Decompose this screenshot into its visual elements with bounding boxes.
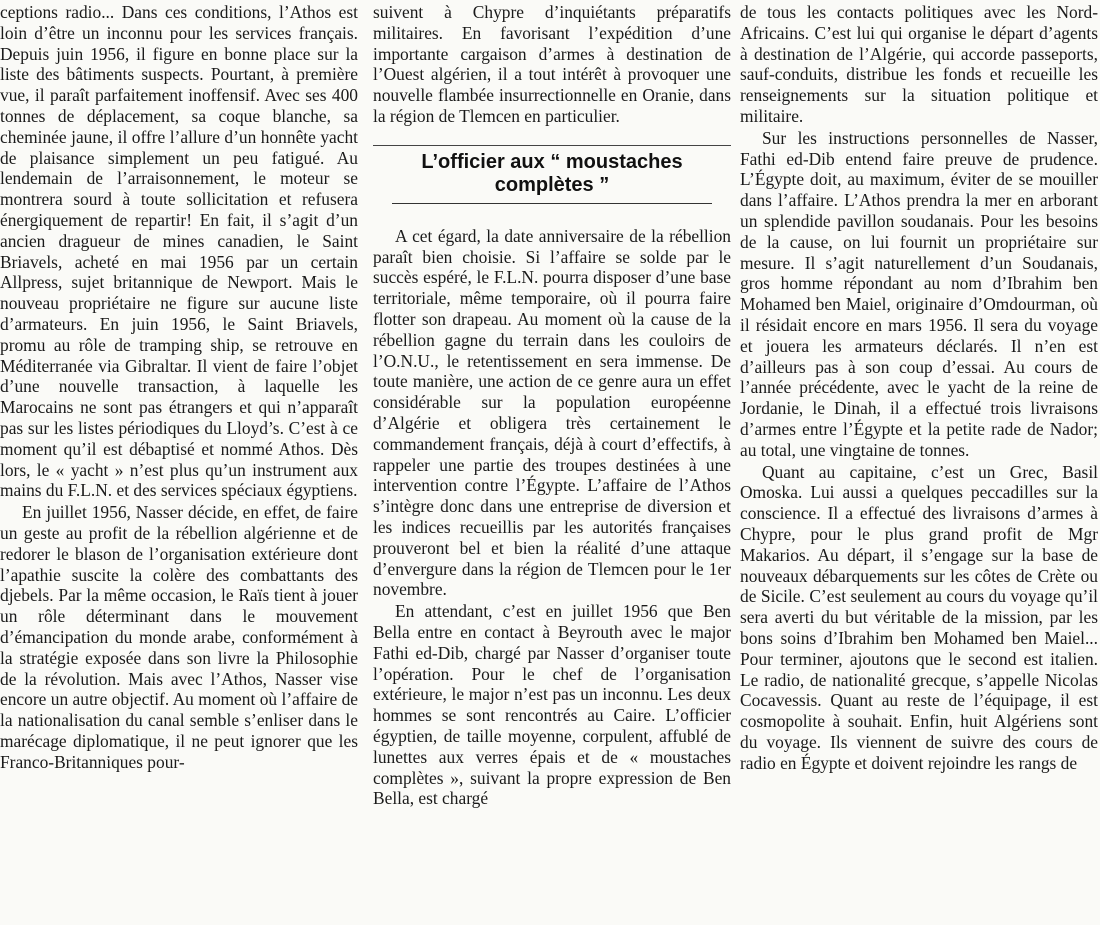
paragraph: Quant au capitaine, c’est un Grec, Basil Omoska. Lui aussi a quelques peccadilles sur la conscience. Il a effectué des livraisons d’armes à Chypre, pour le plus grand profit de Mgr Makarios. Au départ, il s’engage sur la base de nouveaux débarquements sur les côtes de Crète ou de Sicile. C’est seulement au cours du voyage qu’il sera averti du but véritable de la mission, par les bons soins d’Ibrahim ben Mohamed ben Maiel... Pour terminer, ajoutons que le second est italien. Le radio, de nationalité grecque, s’appelle Nicolas Cocavessis. Quant au reste de l’équipage, il est cosmopolite à souhait. Enfin, huit Algériens sont du voyage. Ils viennent de suivre des cours de radio en Égypte et doivent rejoindre les rangs de: [740, 461, 1098, 773]
text-column-1: [0, 2, 358, 772]
paragraph: ceptions radio... Dans ces conditions, l’Athos est loin d’être un inconnu pour les services français. Depuis juin 1956, il figure en bonne place sur la liste des bâtiments suspects. Pourtant, à première vue, il paraît parfaitement inoffensif. Avec ses 400 tonnes de déplacement, sa coque blanche, sa cheminée jaune, il offre l’allure d’un honnête yacht de plaisance simplement un peu fatigué. Au lendemain de l’arraisonnement, le moteur se montrera sourd à toute sollicitation et refusera énergiquement de repartir! En fait, il s’agit d’un ancien dragueur de mines canadien, le Saint Briavels, acheté en mai 1956 par un certain Allpress, sujet britannique de Newport. Mais le nouveau propriétaire ne figure sur aucune liste d’armateurs. En juin 1956, le Saint Briavels, promu au rôle de tramping ship, se retrouve en Méditerranée via Gibraltar. Il vient de faire l’objet d’une nouvelle transaction, à laquelle les Marocains ne sont pas étrangers et qui n’apparaît pas sur les listes périodiques du Lloyd’s. C’est à ce moment qu’il est débaptisé et nommé Athos. Dès lors, le « yacht » n’est plus qu’un instrument aux mains du F.L.N. et des services spéciaux égyptiens.: [0, 2, 358, 501]
text-column-3: [740, 2, 1098, 773]
paragraph: En juillet 1956, Nasser décide, en effet, de faire un geste au profit de la rébellion algérienne et de redorer le blason de l’organisation extérieure dont l’apathie suscite la colère des combattants des djebels. Par la même occasion, le Raïs tient à jouer un rôle déterminant dans le mouvement d’émancipation du monde arabe, conformément à la stratégie exposée dans son livre la Philosophie de la révolution. Mais avec l’Athos, Nasser vise encore un autre objectif. Au moment où l’affaire de la nationalisation du canal semble s’enliser dans le marécage diplomatique, il ne peut ignorer que les Franco-Britanniques pour-: [0, 502, 358, 772]
section-heading-block: [373, 145, 731, 204]
text-column-2: [373, 2, 731, 809]
paragraph: En attendant, c’est en juillet 1956 que Ben Bella entre en contact à Beyrouth avec le major Fathi ed-Dib, chargé par Nasser d’organiser toute l’opération. Pour le chef de l’organisation extérieure, le major n’est pas un inconnu. Les deux hommes se sont rencontrés au Caire. L’officier égyptien, de taille moyenne, corpulent, affublé de lunettes aux verres épais et de « moustaches complètes », suivant la propre expression de Ben Bella, est chargé: [373, 601, 731, 809]
paragraph: de tous les contacts politiques avec les Nord-Africains. C’est lui qui organise le départ d’agents à destination de l’Algérie, qui accorde passeports, sauf-conduits, distribue les fonds et recueille les renseignements sur la situation politique et militaire.: [740, 2, 1098, 126]
section-heading: L’officier aux “ moustaches complètes ”: [392, 151, 712, 204]
paragraph: suivent à Chypre d’inquiétants préparatifs militaires. En favorisant l’expédition d’une importante cargaison d’armes à destination de l’Ouest algérien, il a tout intérêt à provoquer une nouvelle flambée insurrectionnelle en Oranie, dans la région de Tlemcen en particulier.: [373, 2, 731, 126]
paragraph: Sur les instructions personnelles de Nasser, Fathi ed-Dib entend faire preuve de prudence. L’Égypte doit, au maximum, éviter de se mouiller dans l’affaire. L’Athos prendra la mer en arborant un splendide pavillon soudanais. Pour les besoins de la cause, on lui fournit un propriétaire sur mesure. Il s’agit naturellement d’un Soudanais, gros homme répondant au nom d’Ibrahim ben Mohamed ben Maiel, originaire d’Omdourman, où il résidait encore en mars 1956. Il sera du voyage et jouera les armateurs déclarés. Il n’en est d’ailleurs pas à son coup d’essai. Au cours de l’année précédente, avec le yacht de la reine de Jordanie, le Dinah, il a effectué trois livraisons d’armes entre l’Égypte et la petite rade de Nador; au total, une vingtaine de tonnes.: [740, 127, 1098, 460]
paragraph: A cet égard, la date anniversaire de la rébellion paraît bien choisie. Si l’affaire se solde par le succès espéré, le F.L.N. pourra disposer d’une base territoriale, même temporaire, où il pourra faire flotter son drapeau. Au moment où la cause de la rébellion gagne du terrain dans les couloirs de l’O.N.U., le retentissement en sera immense. De toute manière, une action de ce genre aura un effet considérable sur la population européenne d’Algérie et obligera très certainement le commandement français, déjà à court d’effectifs, à rappeler une partie des troupes destinées à une intervention contre l’Égypte. L’affaire de l’Athos s’intègre donc dans une entreprise de diversion et les indices recueillis par les autorités françaises prouveront bel et bien la réalité d’une attaque d’envergure dans la région de Tlemcen pour le 1er novembre.: [373, 225, 731, 600]
